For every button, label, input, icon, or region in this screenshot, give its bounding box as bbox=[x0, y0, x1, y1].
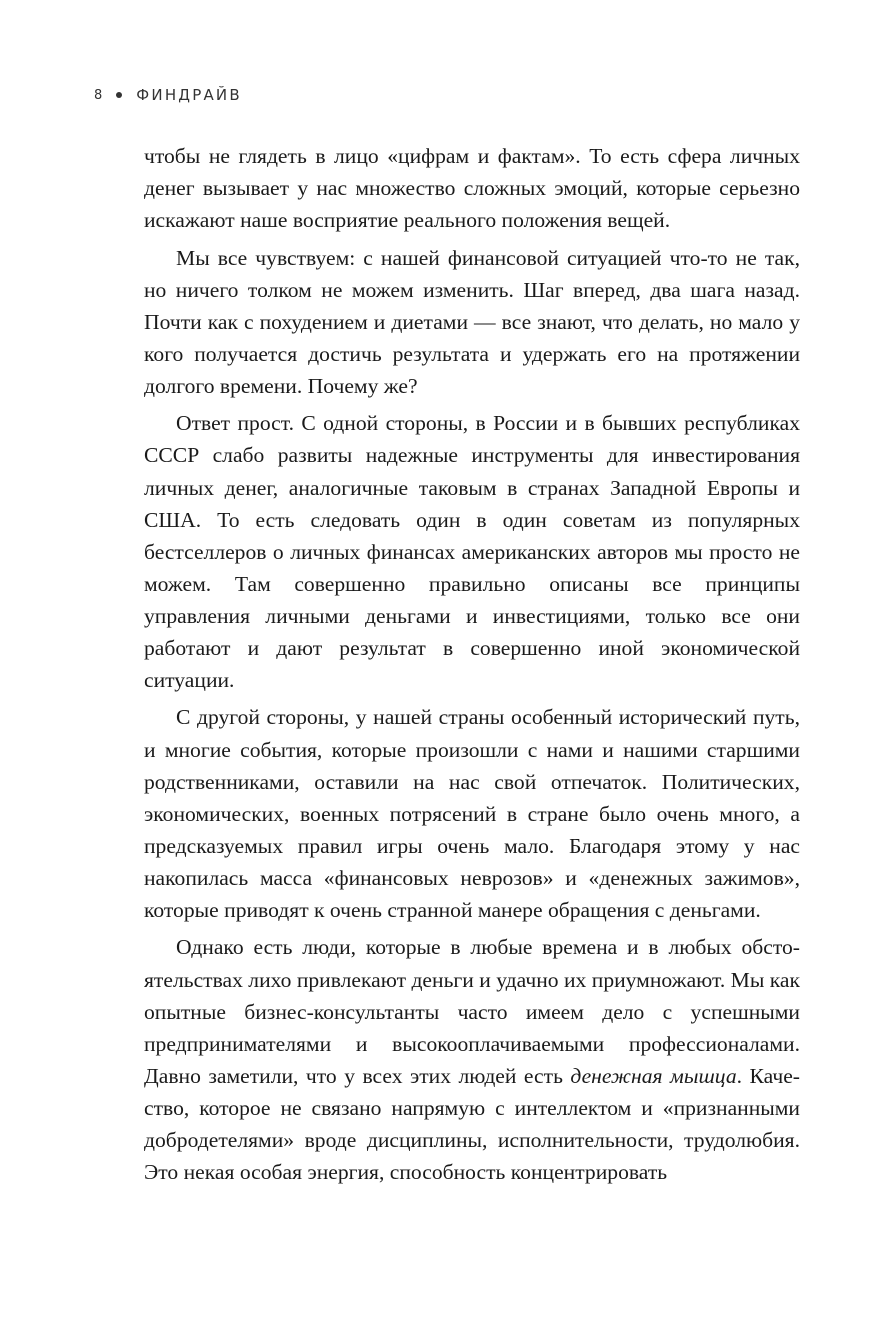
paragraph: Мы все чувствуем: с нашей финансовой ситуацией что-то не так, но ничего толком не можем изменить. Шаг вперед, два шага назад. Почти как с похудением и диетами — все знают, что делать, но мало у кого получается достичь результата и удержать его на протяжении долгого времени. Почему же? bbox=[144, 245, 800, 398]
italic-term: денежная мышца bbox=[570, 1063, 737, 1088]
paragraph bbox=[144, 931, 800, 1188]
bullet-separator-icon bbox=[116, 92, 122, 98]
book-title: ФИНДРАЙВ bbox=[136, 86, 242, 104]
paragraph: чтобы не глядеть в лицо «цифрам и фактам». То есть сфера личных денег вызывает у нас множество сложных эмоций, которые серьезно искажают наше восприятие реального положения вещей. bbox=[144, 144, 800, 233]
paragraph-text: Однако есть люди, которые в любые времена и в любых обстоятельствах лихо привлекают деньги и удачно их приумножают. Мы как опытные бизнес-консультанты часто имеем дело с успешными предпринимателями и высокооплачиваемыми профессионалами. Давно заметили, что у всех этих людей есть bbox=[144, 935, 800, 1088]
paragraph-text: . Качество, которое не связано напрямую с интеллектом и «признанными добродетелями» вроде дисциплины, исполнительности, трудолюбия. Это некая особая энергия, способность концентрировать bbox=[144, 1063, 800, 1185]
paragraph: С другой стороны, у нашей страны особенный исторический путь, и многие события, которые произошли с нами и нашими старшими родственниками, оставили на нас свой отпечаток. Политических, экономических, военных потрясений в стране было очень много, а предсказуемых правил игры очень мало. Благодаря этому у нас накопилась масса «финансовых неврозов» и «денежных зажимов», которые приводят к очень странной манере обращения с деньгами. bbox=[144, 705, 800, 923]
page-number: 8 bbox=[94, 87, 103, 103]
body-text bbox=[144, 140, 800, 1188]
running-head bbox=[94, 86, 242, 104]
paragraph: Ответ прост. С одной стороны, в России и в бывших республиках СССР слабо развиты надежные инструменты для инвестирования личных денег, аналогичные таковым в странах Западной Европы и США. То есть следовать один в один советам из популярных бестселлеров о личных финансах американских авторов мы просто не можем. Там совершенно правильно описаны все принципы управления личными деньгами и инвестициями, только все они работают и дают результат в совершенно иной экономической ситуации. bbox=[144, 411, 800, 693]
